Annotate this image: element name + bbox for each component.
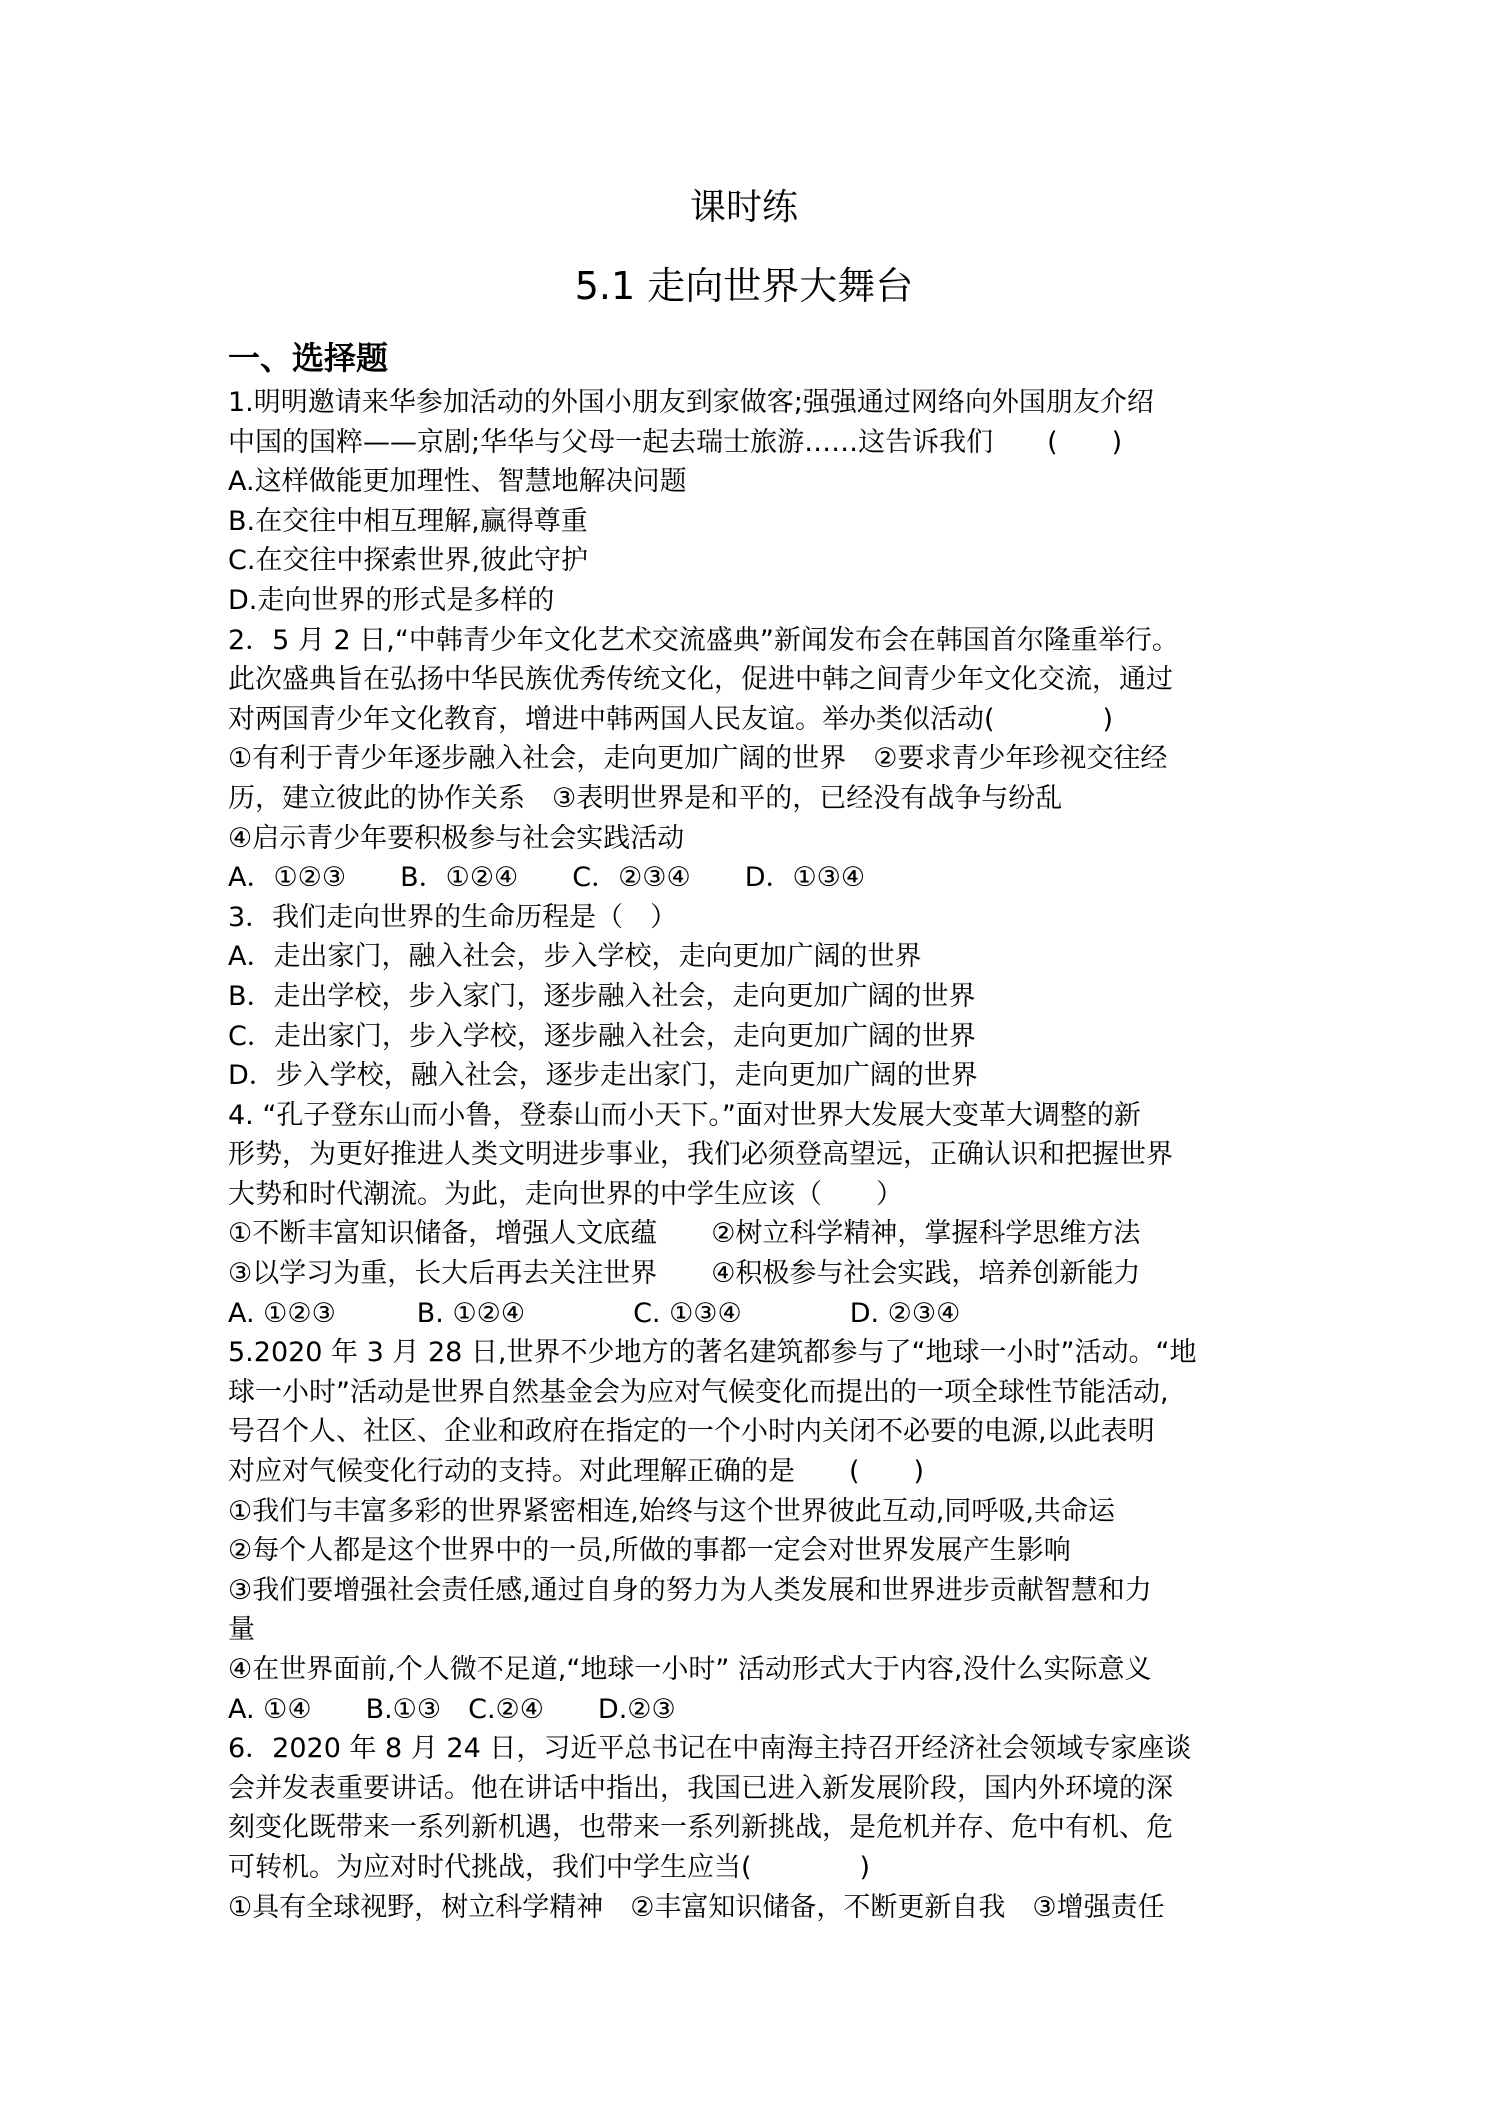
text-line: 6．2020 年 8 月 24 日，习近平总书记在中南海主持召开经济社会领域专家座谈 [228, 1733, 1192, 1765]
text-line: ④启示青少年要积极参与社会实践活动 [228, 822, 685, 854]
text-line: ④在世界面前,个人微不足道,“地球一小时” 活动形式大于内容,没什么实际意义 [228, 1654, 1152, 1685]
text-line: 1.明明邀请来华参加活动的外国小朋友到家做客;强强通过网络向外国朋友介绍 [228, 387, 1154, 418]
text-line: C.在交往中探索世界,彼此守护 [228, 545, 589, 577]
text-line: 量 [228, 1614, 255, 1646]
text-line: D．步入学校，融入社会，逐步走出家门，走向更加广阔的世界 [228, 1060, 978, 1092]
section-heading: 一、选择题 [228, 339, 389, 377]
text-line: ①我们与丰富多彩的世界紧密相连,始终与这个世界彼此互动,同呼吸,共命运 [228, 1495, 1115, 1527]
text-line: ①不断丰富知识储备，增强人文底蕴 ②树立科学精神，掌握科学思维方法 [228, 1218, 1141, 1250]
text-line: A. ①④ B.①③ C.②④ D.②③ [228, 1693, 676, 1725]
document-title: 课时练 [689, 187, 798, 228]
text-line: A．走出家门，融入社会，步入学校，走向更加广阔的世界 [228, 941, 922, 973]
text-line: ②每个人都是这个世界中的一员,所做的事都一定会对世界发展产生影响 [228, 1535, 1071, 1567]
text-line: 可转机。为应对时代挑战，我们中学生应当( ) [228, 1851, 871, 1883]
text-line: ①具有全球视野，树立科学精神 ②丰富知识储备，不断更新自我 ③增强责任 [228, 1891, 1165, 1923]
text-line: A. ①②③ B. ①②④ C. ①③④ D. ②③④ [228, 1297, 961, 1329]
text-line: 5.2020 年 3 月 28 日,世界不少地方的著名建筑都参与了“地球一小时”活动。“地 [228, 1337, 1197, 1369]
text-line: 此次盛典旨在弘扬中华民族优秀传统文化，促进中韩之间青少年文化交流，通过 [228, 664, 1173, 696]
text-line: A．①②③ B．①②④ C．②③④ D．①③④ [228, 862, 866, 894]
text-line: 刻变化既带来一系列新机遇，也带来一系列新挑战，是危机并存、危中有机、危 [228, 1812, 1173, 1844]
text-line: 3．我们走向世界的生命历程是（ ） [228, 901, 678, 933]
text-line: 历，建立彼此的协作关系 ③表明世界是和平的，已经没有战争与纷乱 [228, 782, 1063, 814]
text-line: 大势和时代潮流。为此，走向世界的中学生应该（ ） [228, 1178, 903, 1210]
text-line: 4. “孔子登东山而小鲁，登泰山而小天下。”面对世界大发展大变革大调整的新 [228, 1099, 1141, 1131]
text-line: 中国的国粹——京剧;华华与父母一起去瑞士旅游……这告诉我们 ( ) [228, 426, 1123, 458]
text-line: 会并发表重要讲话。他在讲话中指出，我国已进入新发展阶段，国内外环境的深 [228, 1772, 1173, 1804]
text-line: 形势，为更好推进人类文明进步事业，我们必须登高望远，正确认识和把握世界 [228, 1139, 1173, 1171]
question-text [228, 383, 1268, 1927]
text-line: B．走出学校，步入家门，逐步融入社会，走向更加广阔的世界 [228, 980, 976, 1012]
text-line: A.这样做能更加理性、智慧地解决问题 [228, 466, 687, 498]
text-line: 对两国青少年文化教育，增进中韩两国人民友谊。举办类似活动( ) [228, 703, 1114, 735]
lesson-title: 5.1 走向世界大舞台 [574, 264, 914, 308]
text-line: D.走向世界的形式是多样的 [228, 584, 555, 616]
text-line: C．走出家门，步入学校，逐步融入社会，走向更加广阔的世界 [228, 1020, 976, 1052]
text-line: ①有利于青少年逐步融入社会，走向更加广阔的世界 ②要求青少年珍视交往经 [228, 743, 1168, 775]
text-line: ③以学习为重，长大后再去关注世界 ④积极参与社会实践，培养创新能力 [228, 1258, 1141, 1290]
text-line: 球一小时”活动是世界自然基金会为应对气候变化而提出的一项全球性节能活动, [228, 1376, 1169, 1408]
text-line: 2．5 月 2 日,“中韩青少年文化艺术交流盛典”新闻发布会在韩国首尔隆重举行。 [228, 624, 1179, 656]
text-line: B.在交往中相互理解,赢得尊重 [228, 505, 588, 537]
text-line: 号召个人、社区、企业和政府在指定的一个小时内关闭不必要的电源,以此表明 [228, 1416, 1155, 1448]
text-line: 对应对气候变化行动的支持。对此理解正确的是 ( ) [228, 1456, 925, 1488]
text-line: ③我们要增强社会责任感,通过自身的努力为人类发展和世界进步贡献智慧和力 [228, 1574, 1152, 1606]
